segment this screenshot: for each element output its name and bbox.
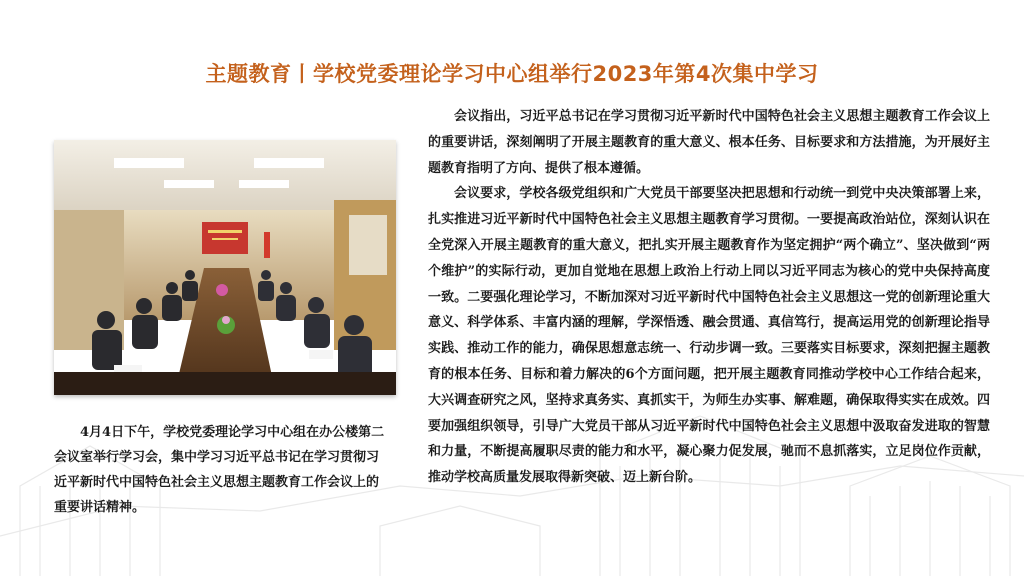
article-paragraph: 会议指出，习近平总书记在学习贯彻习近平新时代中国特色社会主义思想主题教育工作会议上的重要讲话，深刻阐明了开展主题教育的重大意义、根本任务、目标要求和方法措施，为开展好主题教育指明了方向、提供了根本遵循。 xyxy=(428,109,990,176)
photo-caption: 4月4日下午，学校党委理论学习中心组在办公楼第二会议室举行学习会，集中学习习近平总书记在学习贯彻习近平新时代中国特色社会主义思想主题教育工作会议上的重要讲话精神。 xyxy=(54,425,385,515)
meeting-room-photo xyxy=(54,140,396,395)
article-paragraph: 会议要求，学校各级党组织和广大党员干部要坚决把思想和行动统一到党中央决策部署上来，扎实推进习近平新时代中国特色社会主义思想主题教育学习贯彻。一要提高政治站位，深刻认识在全党深入开展主题教育的重大意义，把扎实开展主题教育作为坚定拥护“两个确立”、坚决做到“两个维护”的实际行动，更加自觉地在思想上政治上行动上同以习近平同志为核心的党中央保持高度一致。二要强化理论学习，不断加深对习近平新时代中国特色社会主义思想这一党的创新理论重大意义、科学体系、丰富内涵的理解，学深悟透、融会贯通、真信笃行，提高运用党的创新理论指导实践、推动工作的能力，确保思想意志统一、行动步调一致。三要落实目标要求，深刻把握主题教育的根本任务、目标和着力解决的6个方面问题，把开展主题教育同推动学校中心工作结合起来，大兴调查研究之风，坚持求真务实、真抓实干，为师生办实事、解难题，确保取得实实在成效。四要加强组织领导，引导广大党员干部从习近平新时代中国特色社会主义思想中汲取奋发进取的智慧和力量，不断提高履职尽责的能力和水平，凝心聚力促发展，驰而不息抓落实，立足岗位作贡献，推动学校高质量发展取得新突破、迈上新台阶。 xyxy=(428,186,990,486)
page-title: 主题教育丨学校党委理论学习中心组举行2023年第4次集中学习 xyxy=(205,62,819,86)
article-body xyxy=(428,104,990,491)
meeting-photo-icon xyxy=(54,140,396,395)
